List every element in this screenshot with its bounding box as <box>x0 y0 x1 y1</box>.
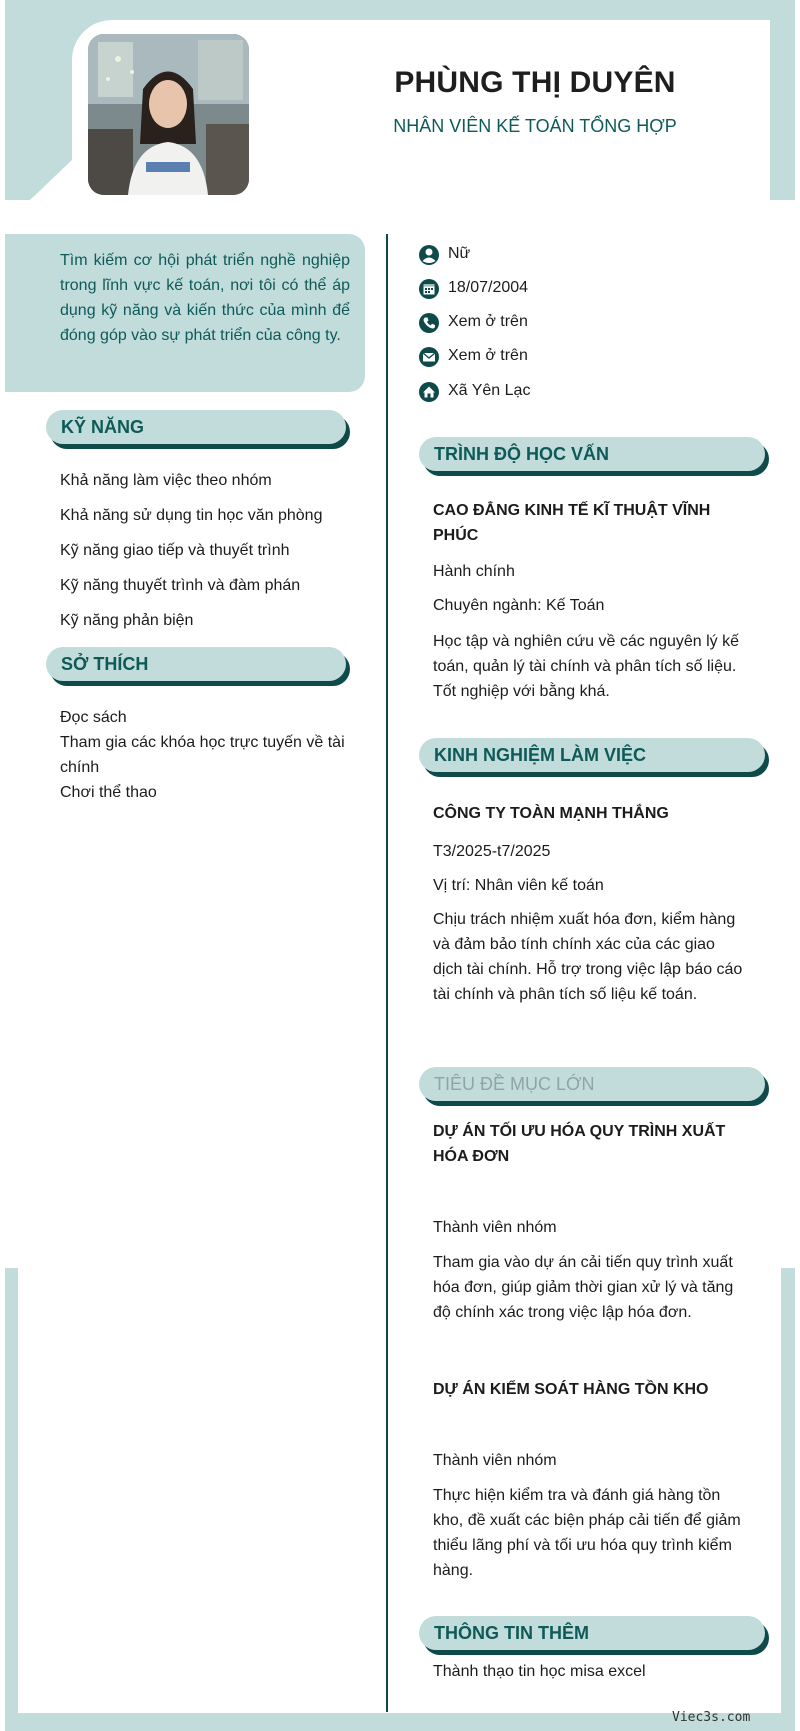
skill-item: Kỹ năng thuyết trình và đàm phán <box>60 577 301 594</box>
contact-birthdate-text: 18/07/2004 <box>448 279 529 296</box>
education-title: TRÌNH ĐỘ HỌC VẤN <box>434 444 609 464</box>
hobbies-section-header <box>46 647 346 681</box>
skills-section-header <box>46 410 346 444</box>
contact-phone-text: Xem ở trên <box>448 313 528 330</box>
project-name: DỰ ÁN KIỂM SOÁT HÀNG TỒN KHO <box>433 1381 709 1398</box>
calendar-icon <box>418 278 440 300</box>
hobby-item: Chơi thể thao <box>60 784 157 801</box>
job-title: NHÂN VIÊN KẾ TOÁN TỔNG HỢP <box>393 116 677 136</box>
projects-title: TIÊU ĐỀ MỤC LỚN <box>434 1074 595 1094</box>
experience-company: CÔNG TY TOÀN MẠNH THẮNG <box>433 805 669 822</box>
experience-title: KINH NGHIỆM LÀM VIỆC <box>434 745 647 765</box>
home-icon <box>418 381 440 403</box>
education-school: CAO ĐẲNG KINH TẾ KĨ THUẬT VĨNH PHÚC <box>433 502 711 544</box>
skills-title: KỸ NĂNG <box>61 417 145 437</box>
objective-text: Tìm kiếm cơ hội phát triển nghề nghiệp trong lĩnh vực kế toán, nơi tôi có thể áp dụng kỹ năng và kiến thức của mình để đóng góp vào sự phát triển của công ty. <box>60 252 350 344</box>
header-notch <box>30 160 72 200</box>
hobby-item: Tham gia các khóa học trực tuyến về tài chính <box>60 734 345 776</box>
phone-icon <box>418 312 440 334</box>
experience-section-header <box>419 738 765 772</box>
candidate-name: PHÙNG THỊ DUYÊN <box>394 66 676 99</box>
project-name: DỰ ÁN TỐI ƯU HÓA QUY TRÌNH XUẤT HÓA ĐƠN <box>433 1123 726 1165</box>
project-description: Thực hiện kiểm tra và đánh giá hàng tồn kho, đề xuất các biện pháp cải tiến để giảm thiểu lãng phí và tối ưu hóa quy trình kiểm hàng. <box>433 1487 741 1579</box>
watermark: Viec3s.com <box>672 1710 751 1725</box>
column-divider-lower <box>386 234 388 1712</box>
contact-email-text: Xem ở trên <box>448 347 528 364</box>
mail-icon <box>418 346 440 368</box>
experience-position: Vị trí: Nhân viên kế toán <box>433 877 604 894</box>
additional-title: THÔNG TIN THÊM <box>434 1623 589 1643</box>
contact-email <box>418 345 748 371</box>
avatar <box>88 34 249 195</box>
skill-item: Kỹ năng giao tiếp và thuyết trình <box>60 542 290 559</box>
contact-gender-text: Nữ <box>448 245 471 262</box>
skill-item: Khả năng sử dụng tin học văn phòng <box>60 507 323 524</box>
project-role: Thành viên nhóm <box>433 1452 557 1469</box>
hobbies-list <box>60 705 360 805</box>
education-major: Chuyên ngành: Kế Toán <box>433 597 605 614</box>
skill-item: Kỹ năng phản biện <box>60 612 194 629</box>
project-role: Thành viên nhóm <box>433 1219 557 1236</box>
experience-description: Chịu trách nhiệm xuất hóa đơn, kiểm hàng và đảm bảo tính chính xác của các giao dịch tài chính. Hỗ trợ trong việc lập báo cáo tài chính và phân tích số liệu kế toán. <box>433 911 743 1003</box>
additional-section-header <box>419 1616 765 1650</box>
hobby-item: Đọc sách <box>60 709 127 726</box>
skills-list <box>60 468 360 633</box>
person-icon <box>418 244 440 266</box>
hobbies-title: SỞ THÍCH <box>61 654 149 674</box>
projects-section-header <box>419 1067 765 1101</box>
contact-gender <box>418 243 748 269</box>
skill-item: Khả năng làm việc theo nhóm <box>60 472 272 489</box>
experience-period: T3/2025-t7/2025 <box>433 843 551 860</box>
objective-panel <box>5 234 365 392</box>
education-section-header <box>419 437 765 471</box>
contact-address-text: Xã Yên Lạc <box>448 382 531 399</box>
additional-text: Thành thạo tin học misa excel <box>433 1663 646 1680</box>
project-description: Tham gia vào dự án cải tiến quy trình xuất hóa đơn, giúp giảm thời gian xử lý và tăng độ chính xác trong việc lập hóa đơn. <box>433 1254 734 1321</box>
education-field: Hành chính <box>433 563 515 580</box>
contact-birthdate <box>418 277 748 303</box>
contact-address <box>418 380 748 406</box>
contact-phone <box>418 311 748 337</box>
education-description: Học tập và nghiên cứu về các nguyên lý kế toán, quản lý tài chính và phân tích số liệu. Tốt nghiệp với bằng khá. <box>433 633 739 700</box>
